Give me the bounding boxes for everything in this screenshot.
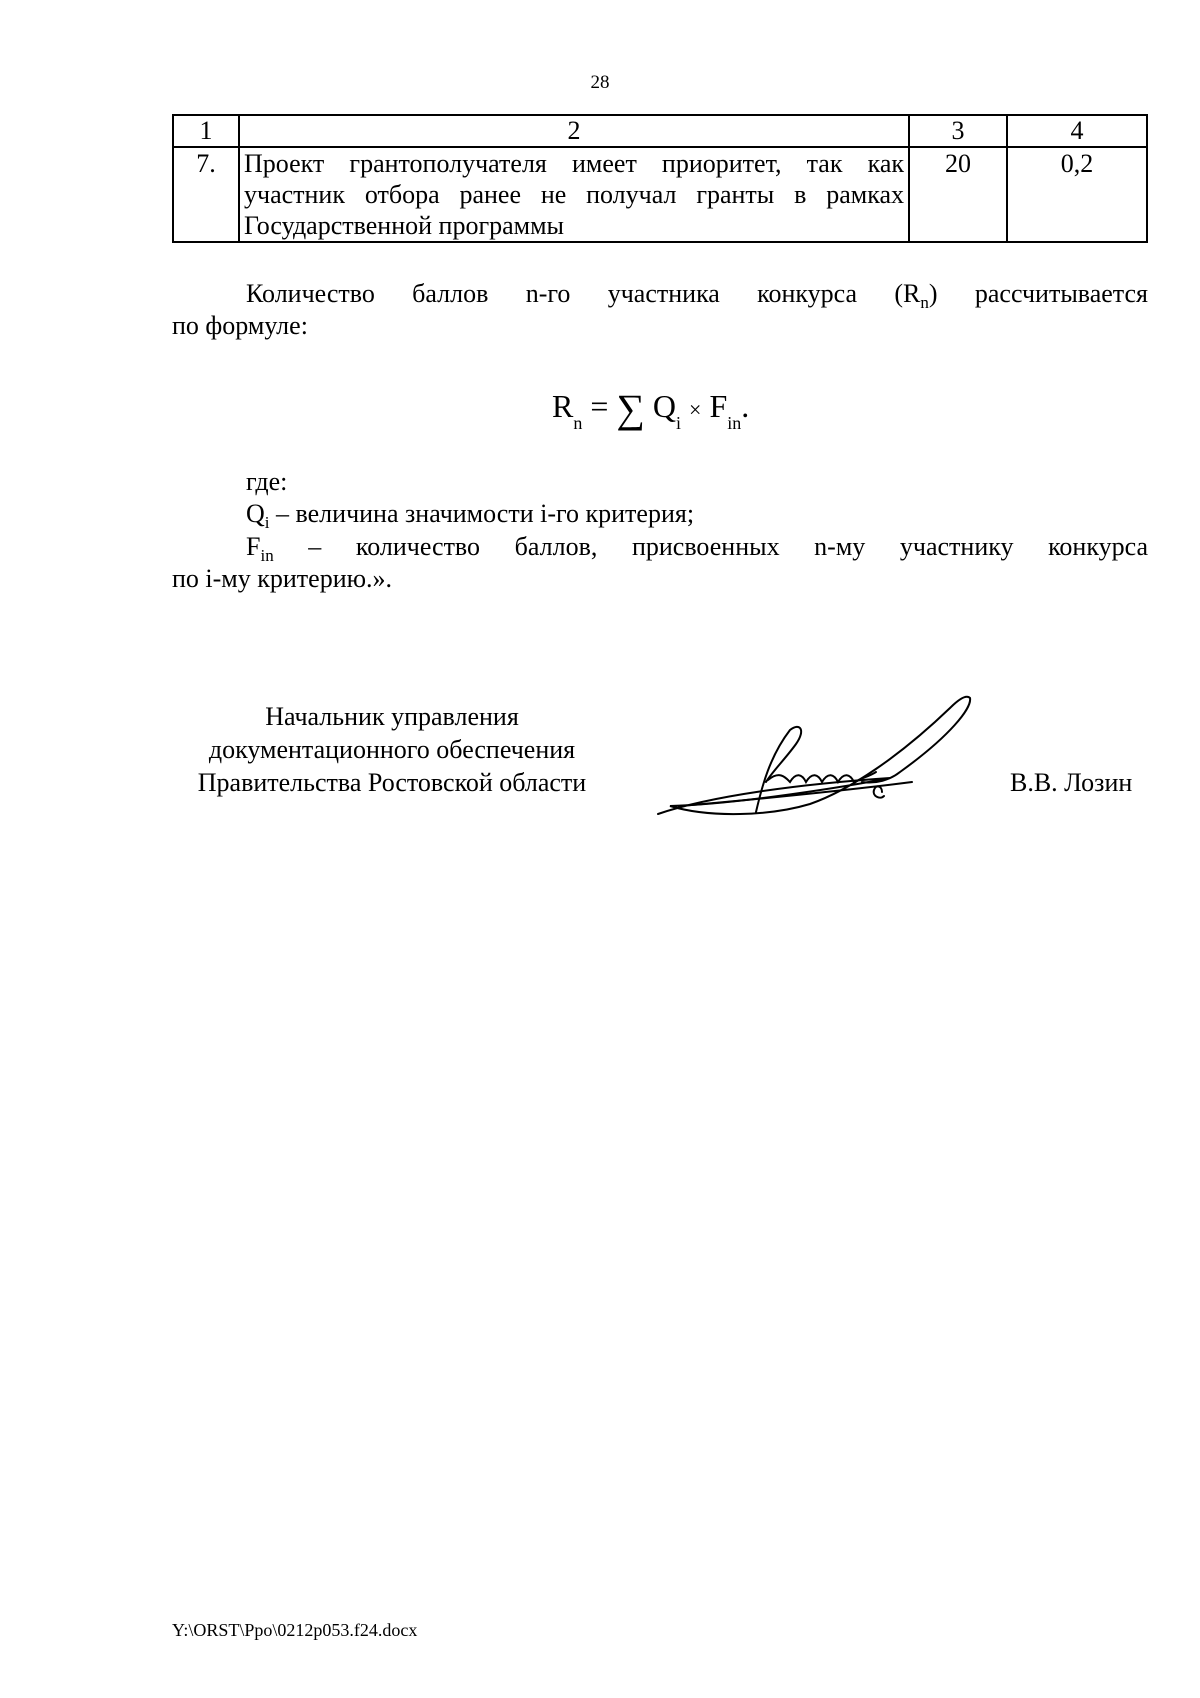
table-row <box>173 147 1147 242</box>
where-q-symbol: Q <box>246 499 265 528</box>
where-f-symbol: F <box>246 532 261 561</box>
criterion-weight: 0,2 <box>1007 147 1147 242</box>
page-number: 28 <box>590 72 610 93</box>
formula-equals: = <box>590 388 609 424</box>
signatory-title-line-2: документационного обеспечения <box>208 735 576 764</box>
formula-f-sub: in <box>727 413 742 433</box>
formula-r: R <box>552 388 574 424</box>
score-formula <box>552 380 792 440</box>
signatory-name: В.В. Лозин <box>1010 768 1133 797</box>
intro-subscript: n <box>920 293 929 313</box>
signatory-title <box>172 700 612 799</box>
where-f-sub: in <box>260 546 274 566</box>
formula-sigma: ∑ <box>616 386 645 431</box>
table-header-cell-4: 4 <box>1007 115 1147 147</box>
intro-line-1 <box>246 278 1148 319</box>
handwritten-signature <box>650 686 980 832</box>
table-header-cell-2: 2 <box>239 115 909 147</box>
criterion-text: Проект грантополучателя имеет приоритет, так как участник отбора ранее не получал гранты в рамках Государственной программы <box>239 147 909 242</box>
formula-dot: . <box>741 388 750 424</box>
signatory-title-line-1: Начальник управления <box>265 702 519 731</box>
formula-f: F <box>709 388 728 424</box>
table-header-cell-3: 3 <box>909 115 1007 147</box>
where-label: где: <box>246 467 288 496</box>
where-q-sub: i <box>264 513 270 533</box>
formula-times: × <box>689 397 702 422</box>
intro-text-end: ) рассчитывается <box>928 279 1148 308</box>
formula-q: Q <box>652 388 677 424</box>
formula-q-sub: i <box>676 413 682 433</box>
file-path-footer: Y:\ORST\Ppo\0212p053.f24.docx <box>172 1620 418 1640</box>
table-header-row <box>173 115 1147 147</box>
criteria-table <box>172 114 1148 243</box>
where-f-line-2: по i-му критерию.». <box>172 564 393 593</box>
formula-r-sub: n <box>573 413 583 433</box>
criterion-value: 20 <box>909 147 1007 242</box>
intro-text-start: Количество баллов n-го участника конкурса (R <box>246 279 921 308</box>
intro-line-2: по формуле: <box>172 311 308 340</box>
signatory-title-line-3: Правительства Ростовской области <box>197 768 587 797</box>
where-q-text: – величина значимости i-го критерия; <box>269 499 695 528</box>
row-number: 7. <box>173 147 239 242</box>
table-header-cell-1: 1 <box>173 115 239 147</box>
where-f-text: – количество баллов, присвоенных n-му участнику конкурса <box>273 532 1148 561</box>
